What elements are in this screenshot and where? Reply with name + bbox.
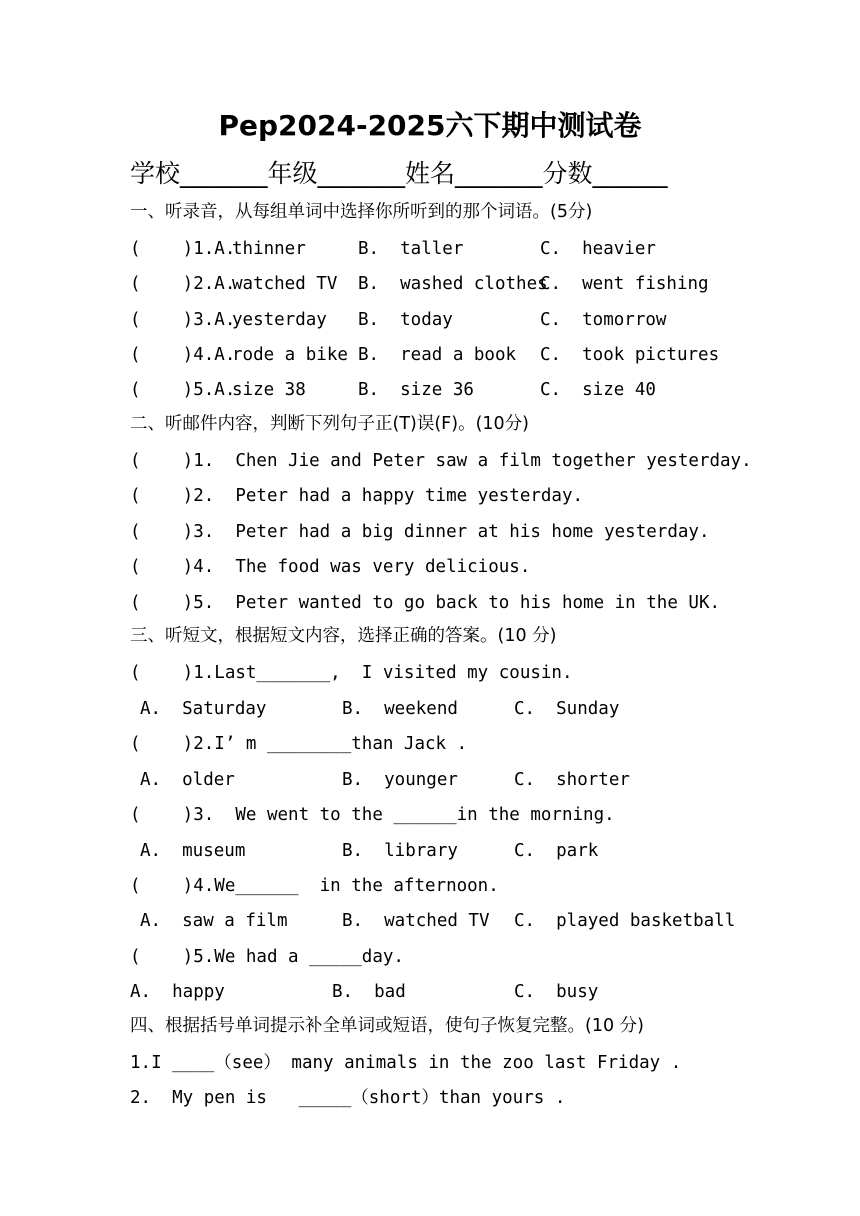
option-b: B. younger (342, 770, 458, 790)
section-2-row: ( )5. Peter wanted to go back to his home in the UK. (130, 593, 721, 613)
section-4-row: 1.I ____（see） many animals in the zoo last Friday . (130, 1053, 682, 1073)
option-b: B. library (342, 841, 458, 861)
section-2-row: ( )4. The food was very delicious. (130, 557, 531, 577)
option-a: A. saw a film (140, 911, 288, 931)
option-b: B. size 36 (358, 380, 474, 400)
option-b: B. today (358, 310, 453, 330)
option-c: C. park (514, 841, 599, 861)
option-a: size 38 (232, 380, 306, 400)
option-c: C. size 40 (540, 380, 656, 400)
option-a: yesterday (232, 310, 327, 330)
option-b: B. bad (332, 982, 406, 1002)
section-3-question: ( )2.I’ m ________than Jack . (130, 734, 468, 754)
option-c: C. Sunday (514, 699, 620, 719)
section-2-row: ( )2. Peter had a happy time yesterday. (130, 486, 584, 506)
page-title: Pep2024-2025六下期中测试卷 (218, 109, 642, 142)
option-a: A. happy (130, 982, 225, 1002)
option-a: A. older (140, 770, 235, 790)
option-b: B. watched TV (342, 911, 490, 931)
option-c: C. shorter (514, 770, 630, 790)
option-c: C. went fishing (540, 274, 709, 294)
option-a: rode a bike (232, 345, 348, 365)
option-a: watched TV (232, 274, 338, 294)
option-c: C. heavier (540, 239, 656, 259)
option-b: B. taller (358, 239, 464, 259)
option-b: B. weekend (342, 699, 458, 719)
section-2-row: ( )3. Peter had a big dinner at his home yesterday. (130, 522, 710, 542)
option-a: A. Saturday (140, 699, 267, 719)
option-c: C. busy (514, 982, 599, 1002)
q-number: ( )1.A. (130, 239, 236, 259)
section-2-heading: 二、听邮件内容，判断下列句子正(T)误(F)。(10分) (130, 414, 529, 434)
q-number: ( )3.A. (130, 310, 236, 330)
section-3-question: ( )1.Last_______, I visited my cousin. (130, 663, 573, 683)
section-1-heading: 一、听录音，从每组单词中选择你所听到的那个词语。(5分) (130, 202, 593, 222)
section-4-row: 2. My pen is _____（short）than yours . (130, 1088, 566, 1108)
student-info-line: 学校_______年级_______姓名_______分数______ (130, 159, 668, 188)
q-number: ( )5.A. (130, 380, 236, 400)
option-a: A. museum (140, 841, 246, 861)
option-a: thinner (232, 239, 306, 259)
q-number: ( )4.A. (130, 345, 236, 365)
option-b: B. read a book (358, 345, 517, 365)
section-3-question: ( )4.We______ in the afternoon. (130, 876, 499, 896)
section-3-heading: 三、听短文，根据短文内容，选择正确的答案。(10 分) (130, 626, 557, 646)
q-number: ( )2.A. (130, 274, 236, 294)
section-3-question: ( )3. We went to the ______in the morning. (130, 805, 615, 825)
option-c: C. played basketball (514, 911, 736, 931)
option-b: B. washed clothes (358, 274, 548, 294)
option-c: C. tomorrow (540, 310, 667, 330)
section-4-heading: 四、根据括号单词提示补全单词或短语，使句子恢复完整。(10 分) (130, 1016, 644, 1036)
section-2-row: ( )1. Chen Jie and Peter saw a film together yesterday. (130, 451, 752, 471)
option-c: C. took pictures (540, 345, 720, 365)
section-3-question: ( )5.We had a _____day. (130, 947, 404, 967)
